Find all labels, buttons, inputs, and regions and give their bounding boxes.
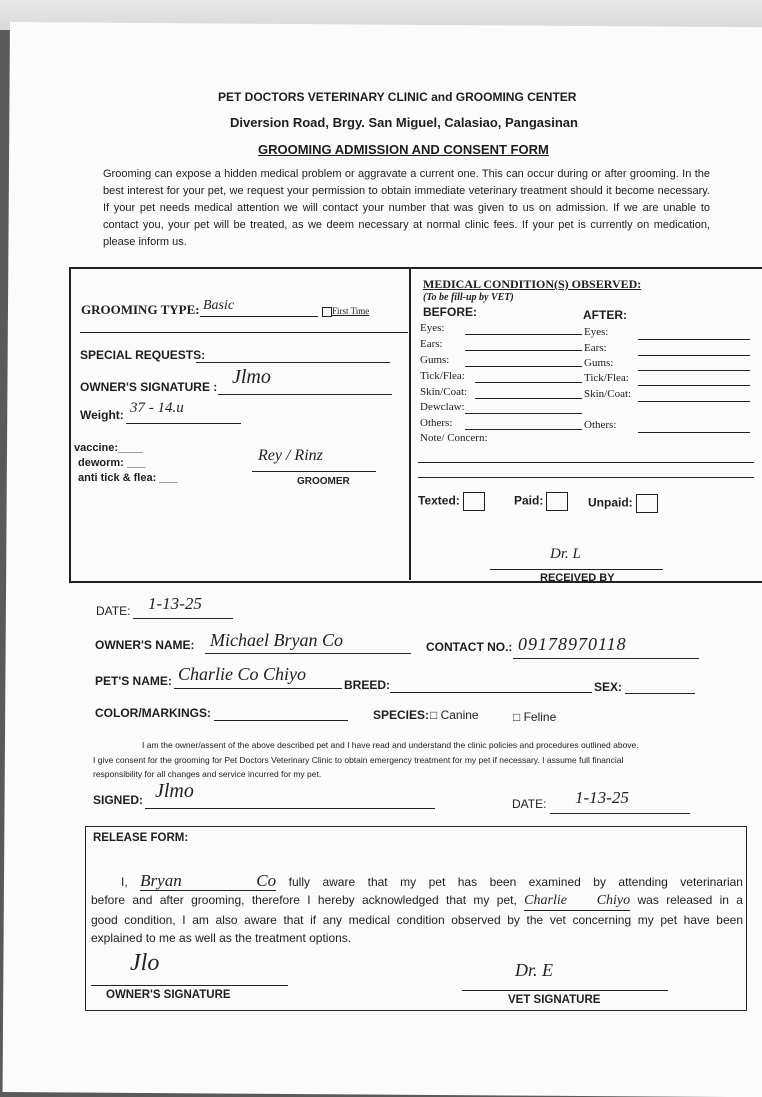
unpaid-checkbox[interactable] [588, 494, 658, 513]
before-item-line[interactable] [475, 398, 582, 399]
release-pet-value[interactable]: Charlie Chiyo [524, 892, 630, 911]
signed-date-value[interactable]: 1-13-25 [575, 788, 629, 807]
before-item-line[interactable] [465, 350, 582, 351]
release-owner-value[interactable]: Bryan Co [140, 871, 277, 890]
before-item [420, 370, 465, 382]
grooming-type-value[interactable]: Basic [203, 298, 235, 313]
release-text-5: explained to me as well as the treatment options. [91, 931, 352, 945]
signed-date-label: DATE: [512, 797, 547, 811]
date-label: DATE: [96, 604, 131, 618]
vet-signature: Dr. E [515, 960, 554, 980]
contact-line [513, 658, 699, 659]
groomer-label: GROOMER [297, 476, 350, 487]
paid-label: Paid: [514, 493, 544, 508]
canine-option[interactable]: □ Canine [430, 708, 479, 722]
special-requests-label: SPECIAL REQUESTS: [80, 348, 206, 362]
color-markings-label: COLOR/MARKINGS: [95, 706, 211, 720]
sex-line[interactable] [625, 693, 695, 694]
before-item-line[interactable] [465, 334, 582, 335]
before-item-line[interactable] [465, 429, 582, 430]
unpaid-label: Unpaid: [588, 495, 633, 510]
medical-title: MEDICAL CONDITION(S) OBSERVED: [423, 277, 642, 291]
after-item-line[interactable] [638, 339, 750, 340]
release-owner-line [91, 985, 288, 986]
weight-label: Weight: [80, 408, 124, 422]
release-text-2: before and after grooming, therefore I hereby acknowledged that my pet, [91, 893, 517, 907]
after-item-label: Ears: [584, 342, 607, 354]
owner-signature-caption: OWNER'S SIGNATURE [106, 989, 231, 1001]
release-text-1: fully aware that my pet has been examined by attending veterinarian [288, 875, 743, 889]
before-item-line[interactable] [475, 382, 582, 383]
form-title: GROOMING ADMISSION AND CONSENT FORM [258, 142, 549, 157]
release-text-3: was released in a [637, 893, 743, 907]
after-item [584, 419, 616, 431]
release-owner-signature: Jlo [130, 950, 160, 976]
after-item [584, 388, 631, 400]
color-markings-line[interactable] [214, 720, 348, 721]
date-line [133, 618, 233, 619]
received-by-label: RECEIVED BY [540, 572, 615, 584]
owner-signature-label: OWNER'S SIGNATURE : [80, 380, 218, 394]
owner-name-line [205, 653, 411, 654]
antitick-text: anti tick & flea: [78, 472, 157, 484]
after-item-line[interactable] [638, 385, 750, 386]
note-line-2[interactable] [418, 477, 754, 478]
antitick-label: anti tick & flea: ___ [78, 472, 178, 484]
box-divider [409, 268, 411, 580]
vaccine-text: vaccine: [74, 442, 119, 454]
release-paragraph [91, 872, 743, 947]
before-item-label: Tick/Flea: [420, 370, 465, 382]
grooming-type-line [200, 316, 318, 317]
groomer-value: Rey / Rinz [258, 447, 323, 464]
after-item-label: Gums: [584, 357, 614, 369]
breed-line[interactable] [390, 692, 592, 693]
clinic-address: Diversion Road, Brgy. San Miguel, Calasiao, Pangasinan [230, 115, 578, 130]
before-item [420, 401, 465, 413]
vet-signature-caption: VET SIGNATURE [508, 994, 601, 1006]
special-requests-line[interactable] [196, 362, 390, 363]
consent-line-2: I give consent for the grooming for Pet Doctors Veterinary Clinic to obtain emergency treatment for my pet if necessary. I assume full financial [93, 755, 624, 765]
after-item-line[interactable] [638, 370, 750, 371]
owner-name-label: OWNER'S NAME: [95, 638, 195, 652]
after-heading: AFTER: [583, 308, 627, 322]
texted-checkbox[interactable] [418, 492, 485, 511]
received-by-line [490, 569, 663, 570]
species-label: SPECIES: [373, 708, 430, 722]
after-item-line[interactable] [638, 401, 750, 402]
before-item [420, 417, 452, 429]
contact-value[interactable]: 09178970118 [518, 634, 627, 654]
vaccine-label: vaccine:____ [74, 442, 143, 454]
breed-label: BREED: [344, 678, 391, 692]
after-item [584, 342, 607, 354]
after-item-label: Others: [584, 419, 617, 431]
intro-paragraph: Grooming can expose a hidden medical problem or aggravate a current one. This can occur during or after grooming. In the best interest for your pet, we request your permission to obtain immediate veterinary treatment should it become necessary. If your pet needs medical attention we will contact your number that was given to us on admission. If we are unable to contact you, your pet will be treated, as we deem necessary at normal clinic fees. If your pet is currently on medication, please inform us. [103, 168, 710, 248]
deworm-text: deworm: [78, 457, 124, 469]
before-item [420, 322, 444, 334]
first-time-checkbox[interactable] [322, 306, 369, 317]
grooming-extra-line [80, 332, 408, 333]
consent-line-1: I am the owner/assent of the above described pet and I have read and understand the clinic policies and procedures outlined above. [142, 740, 639, 750]
signed-date-line [550, 813, 690, 814]
paid-checkbox[interactable] [514, 492, 568, 511]
signed-signature: Jlmo [155, 780, 194, 802]
release-i: I, [121, 875, 128, 889]
after-item [584, 357, 613, 369]
texted-label: Texted: [418, 493, 460, 508]
after-item-label: Tick/Flea: [584, 372, 629, 384]
contact-label: CONTACT NO.: [426, 640, 513, 654]
owner-signature: Jlmo [232, 366, 271, 388]
date-value[interactable]: 1-13-25 [148, 594, 202, 613]
consent-line-3: responsibility for all changes and service incurred for my pet. [93, 769, 322, 779]
groomer-line [252, 471, 376, 472]
first-time-label: First Time [332, 306, 370, 316]
signed-label: SIGNED: [93, 793, 144, 807]
after-item-line[interactable] [638, 355, 750, 356]
owner-signature-line[interactable] [218, 394, 392, 395]
pet-name-line [174, 688, 342, 689]
before-item [420, 386, 467, 398]
note-line-1[interactable] [418, 462, 754, 463]
weight-value[interactable]: 37 - 14.u [130, 400, 184, 416]
after-item-label: Eyes: [584, 326, 609, 338]
clinic-name: PET DOCTORS VETERINARY CLINIC and GROOMING CENTER [218, 90, 577, 104]
after-item [584, 326, 608, 338]
after-item [584, 372, 629, 384]
vet-signature-line [462, 990, 668, 991]
before-item-label: Others: [420, 417, 453, 429]
owner-name-value[interactable]: Michael Bryan Co [210, 630, 343, 650]
before-item-label: Dewclaw: [420, 401, 465, 413]
weight-line [126, 423, 241, 424]
release-text-4: good condition, I am also aware that if any medical condition observed by the vet concerning my pet have been [91, 913, 743, 927]
note-label: Note/ Concern: [420, 432, 488, 444]
deworm-label: deworm: ___ [78, 457, 146, 469]
before-item-label: Gums: [420, 354, 450, 366]
before-item-label: Eyes: [420, 322, 445, 334]
before-item-line[interactable] [465, 413, 582, 414]
after-item-line[interactable] [638, 432, 750, 433]
pet-name-value[interactable]: Charlie Co Chiyo [178, 664, 307, 684]
pet-name-label: PET'S NAME: [95, 674, 172, 688]
received-by-value: Dr. L [550, 546, 581, 562]
feline-option[interactable]: □ Feline [513, 710, 557, 724]
after-item-label: Skin/Coat: [584, 388, 632, 400]
medical-subtitle: (To be fill-up by VET) [423, 292, 514, 303]
before-item-label: Skin/Coat: [420, 386, 468, 398]
before-item [420, 338, 443, 350]
grooming-type-label: GROOMING TYPE: [81, 302, 200, 317]
before-heading: BEFORE: [423, 305, 477, 319]
before-item-label: Ears: [420, 338, 443, 350]
release-title: RELEASE FORM: [93, 832, 189, 844]
before-item-line[interactable] [465, 366, 582, 367]
before-item [420, 354, 449, 366]
sex-label: SEX: [594, 680, 623, 694]
signed-line [145, 808, 435, 809]
